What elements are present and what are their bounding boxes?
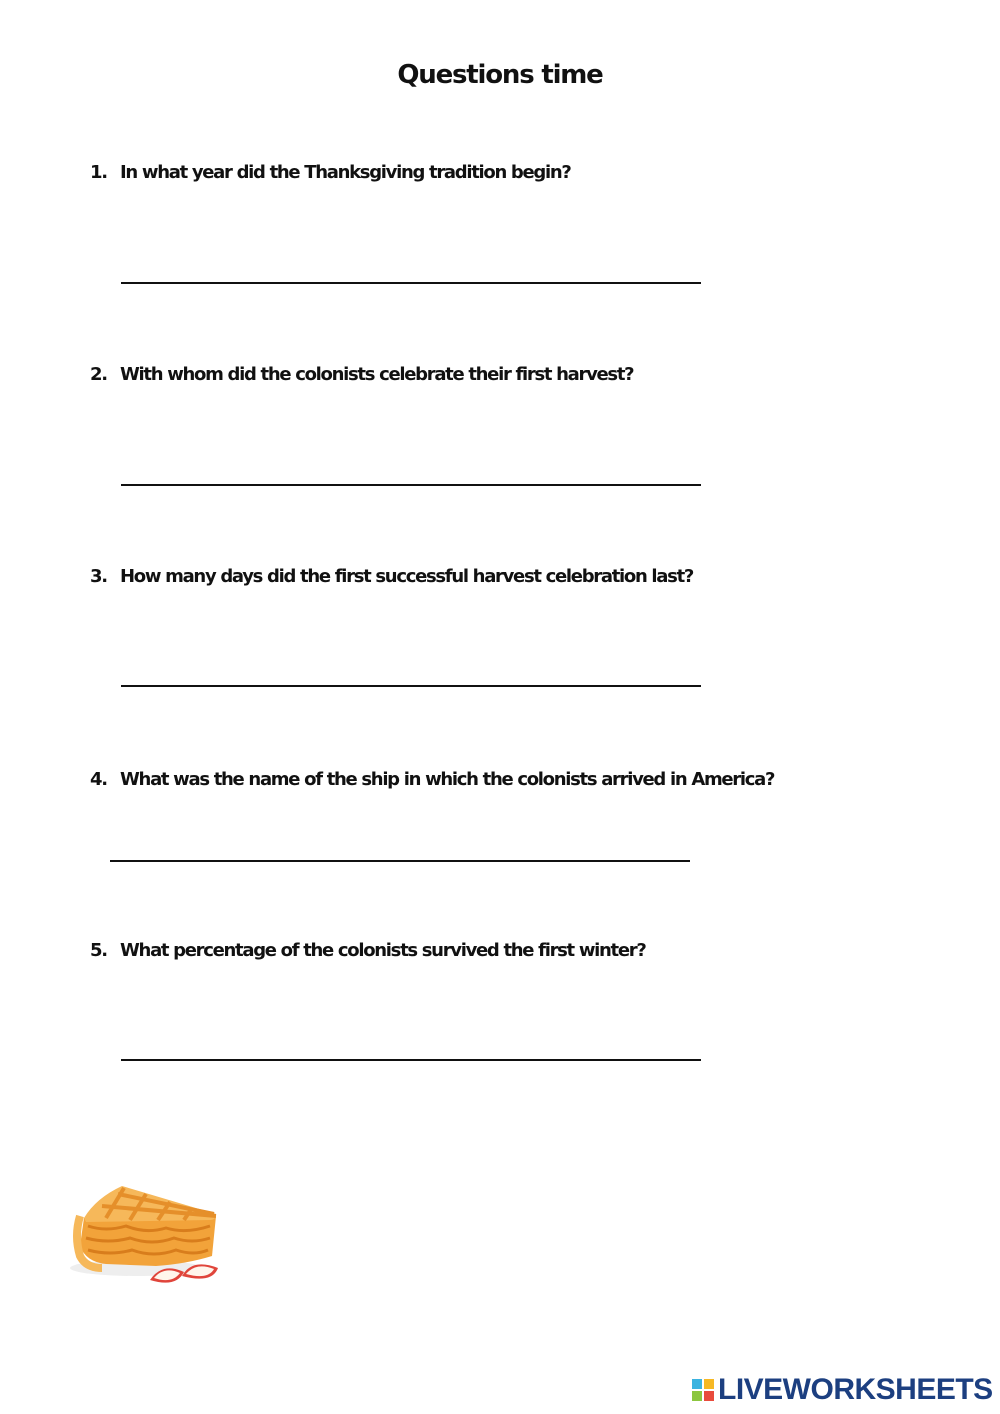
apple-pie-icon — [66, 1176, 228, 1294]
question-5 — [90, 940, 645, 961]
liveworksheets-logo[interactable] — [692, 1374, 993, 1406]
question-text: What percentage of the colonists survived the first winter? — [120, 940, 646, 961]
question-text: How many days did the first successful harvest celebration last? — [120, 566, 694, 587]
liveworksheets-logo-icon — [692, 1379, 714, 1401]
question-number: 4. — [90, 769, 107, 790]
answer-line-5[interactable] — [121, 1059, 701, 1061]
question-1 — [90, 162, 571, 183]
answer-line-4[interactable] — [110, 860, 690, 862]
liveworksheets-logo-text: LIVEWORKSHEETS — [718, 1373, 993, 1406]
answer-line-2[interactable] — [121, 484, 701, 486]
question-2 — [90, 364, 633, 385]
question-text: With whom did the colonists celebrate their first harvest? — [120, 364, 634, 385]
question-number: 3. — [90, 566, 107, 587]
question-number: 2. — [90, 364, 107, 385]
question-text: In what year did the Thanksgiving tradition begin? — [120, 162, 571, 183]
question-number: 5. — [90, 940, 107, 961]
question-3 — [90, 566, 693, 587]
question-4 — [90, 769, 774, 790]
worksheet-title: Questions time — [397, 60, 603, 90]
question-text: What was the name of the ship in which the colonists arrived in America? — [120, 769, 775, 790]
question-number: 1. — [90, 162, 107, 183]
answer-line-1[interactable] — [121, 282, 701, 284]
answer-line-3[interactable] — [121, 685, 701, 687]
